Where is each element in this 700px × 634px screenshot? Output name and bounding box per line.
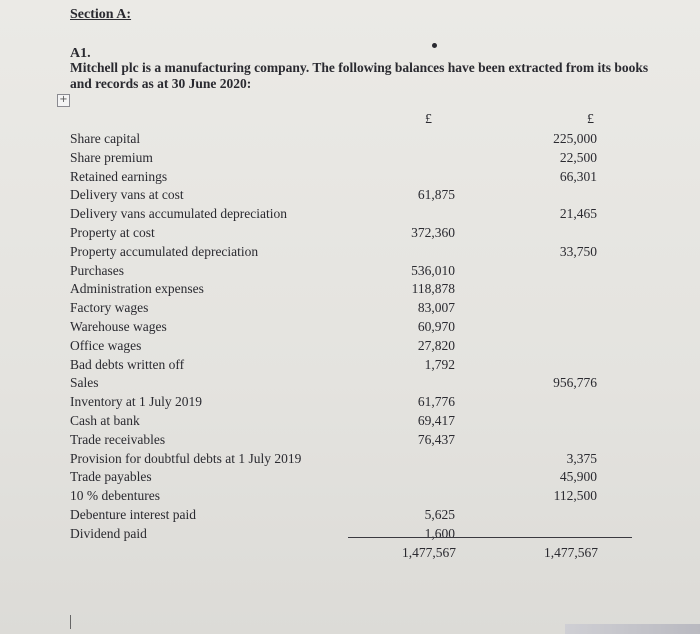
row-label: Trade payables [70, 469, 152, 485]
row-debit: 118,878 [411, 281, 455, 297]
table-row [70, 375, 630, 394]
row-credit: 45,900 [559, 469, 597, 485]
row-credit: 225,000 [553, 131, 597, 146]
row-debit: 60,970 [417, 319, 455, 334]
row-debit: 69,417 [417, 413, 455, 428]
row-label: Purchases [70, 262, 124, 278]
total-rule [348, 537, 632, 538]
row-label: Sales [70, 375, 99, 391]
row-label: Administration expenses [70, 281, 204, 297]
row-credit: 956,776 [553, 375, 597, 391]
question-text: Mitchell plc is a manufacturing company. The following balances have been extracted from its books and records as at 30 June 2020: [70, 60, 649, 91]
stray-dot [432, 43, 437, 48]
question-number: A1. [70, 46, 91, 61]
row-label: Property at cost [70, 225, 155, 240]
row-credit: 22,500 [559, 149, 597, 165]
table-row [70, 281, 630, 300]
row-label: Provision for doubtful debts at 1 July 2019 [70, 450, 302, 466]
row-label: Office wages [70, 337, 142, 353]
table-row [70, 338, 630, 357]
row-debit: 61,776 [417, 394, 455, 410]
row-label: Retained earnings [70, 168, 168, 184]
credit-column-header: £ [587, 112, 594, 127]
row-credit: 112,500 [553, 488, 597, 504]
table-row [70, 469, 630, 488]
row-label: Debenture interest paid [70, 507, 196, 522]
table-row [70, 357, 630, 376]
table-row [70, 131, 630, 150]
row-label: Warehouse wages [70, 319, 167, 334]
row-debit: 61,875 [417, 187, 455, 203]
row-credit: 21,465 [559, 206, 597, 222]
table-row [70, 451, 630, 470]
row-debit: 76,437 [417, 431, 455, 447]
table-row [70, 413, 630, 432]
row-label: Property accumulated depreciation [70, 243, 259, 259]
table-row [70, 507, 630, 526]
row-label: Cash at bank [70, 413, 140, 428]
table-row [70, 187, 630, 206]
row-label: Dividend paid [70, 525, 147, 541]
row-label: Bad debts written off [70, 356, 185, 372]
row-debit: 372,360 [411, 225, 455, 240]
debit-total: 1,477,567 [402, 545, 456, 560]
text-cursor [70, 615, 71, 629]
row-debit: 27,820 [417, 337, 455, 353]
row-debit: 1,600 [424, 525, 455, 541]
row-label: Trade receivables [70, 431, 166, 447]
row-credit: 66,301 [559, 168, 597, 184]
row-debit: 1,792 [424, 356, 455, 372]
table-row [70, 319, 630, 338]
table-row [70, 244, 630, 263]
table-move-handle-icon[interactable]: + [57, 94, 70, 107]
table-row [70, 206, 630, 225]
row-label: Inventory at 1 July 2019 [70, 394, 202, 410]
table-row [70, 432, 630, 451]
row-debit: 536,010 [411, 262, 455, 278]
row-label: Share premium [70, 149, 153, 165]
table-row [70, 526, 630, 545]
row-credit: 33,750 [559, 243, 597, 259]
row-debit: 83,007 [417, 300, 455, 316]
row-label: 10 % debentures [70, 488, 160, 504]
row-credit: 3,375 [566, 450, 597, 466]
row-label: Share capital [70, 131, 141, 146]
debit-column-header: £ [425, 112, 432, 127]
bottom-toolbar-fragment [565, 624, 700, 634]
table-row [70, 488, 630, 507]
table-row [70, 169, 630, 188]
row-debit: 5,625 [424, 507, 455, 522]
row-label: Factory wages [70, 300, 149, 316]
row-label: Delivery vans at cost [70, 187, 184, 203]
table-row [70, 150, 630, 169]
row-label: Delivery vans accumulated depreciation [70, 206, 288, 222]
table-row [70, 263, 630, 282]
table-row [70, 225, 630, 244]
section-title: Section A: [70, 7, 132, 22]
table-row [70, 300, 630, 319]
table-row [70, 394, 630, 413]
credit-total: 1,477,567 [544, 545, 598, 560]
